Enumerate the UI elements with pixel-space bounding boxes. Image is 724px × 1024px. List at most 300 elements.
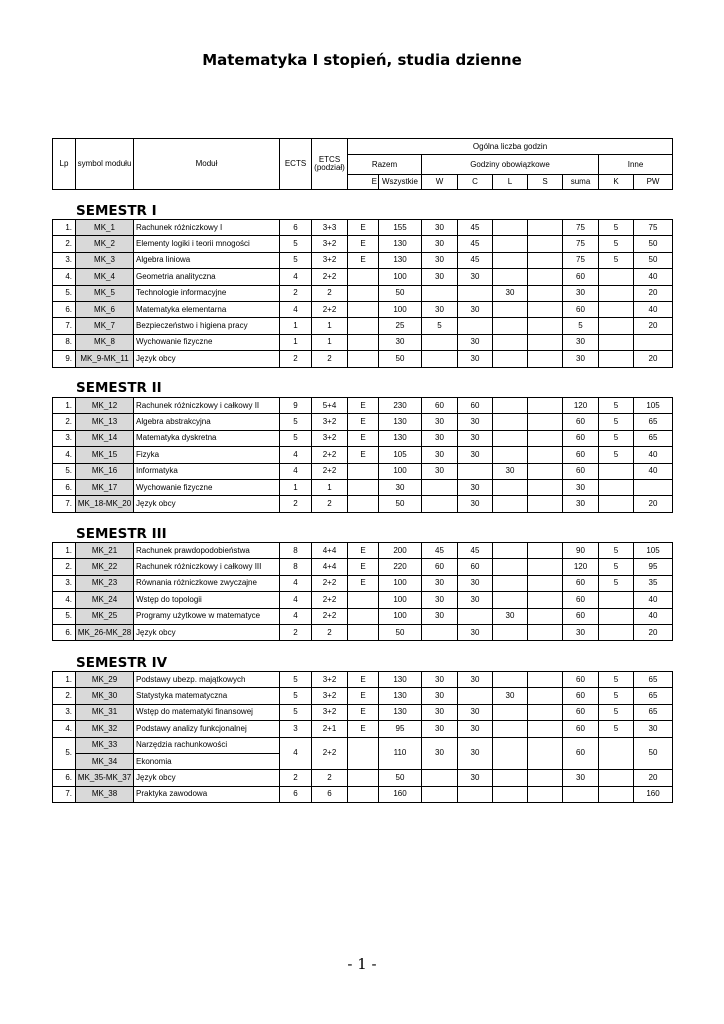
cell-c: 30 [458, 575, 493, 591]
table-row [53, 559, 673, 575]
cell-w: 30 [422, 236, 458, 252]
cell-c: 30 [458, 430, 493, 446]
cell-pw: 105 [634, 543, 673, 559]
cell-k [599, 285, 634, 301]
cell-s [528, 704, 563, 720]
cell-etcs: 5+4 [312, 398, 348, 414]
cell-wszystkie: 220 [379, 559, 422, 575]
cell-name: Algebra liniowa [134, 252, 280, 268]
cell-pw: 65 [634, 414, 673, 430]
cell-e [348, 301, 379, 317]
table-row [53, 786, 673, 802]
cell-pw: 40 [634, 269, 673, 285]
table-row [53, 285, 673, 301]
cell-l [493, 672, 528, 688]
cell-s [528, 543, 563, 559]
cell-ects: 4 [280, 301, 312, 317]
cell-name: Język obcy [134, 770, 280, 786]
cell-pw: 20 [634, 318, 673, 334]
cell-suma: 60 [563, 737, 599, 770]
cell-k: 5 [599, 721, 634, 737]
cell-symbol: MK_33 [76, 737, 134, 753]
cell-wszystkie: 200 [379, 543, 422, 559]
cell-symbol: MK_15 [76, 447, 134, 463]
cell-c: 30 [458, 351, 493, 367]
cell-ects: 5 [280, 252, 312, 268]
header-wszystkie: Wszystkie [379, 175, 422, 190]
cell-etcs: 2+2 [312, 269, 348, 285]
cell-pw: 65 [634, 704, 673, 720]
cell-wszystkie: 130 [379, 704, 422, 720]
cell-e: E [348, 398, 379, 414]
cell-w: 30 [422, 688, 458, 704]
cell-c [458, 786, 493, 802]
cell-ects: 2 [280, 351, 312, 367]
cell-e [348, 479, 379, 495]
cell-e [348, 269, 379, 285]
cell-wszystkie: 95 [379, 721, 422, 737]
cell-wszystkie: 100 [379, 608, 422, 624]
cell-w: 30 [422, 608, 458, 624]
cell-e [348, 624, 379, 640]
cell-s [528, 318, 563, 334]
cell-e [348, 463, 379, 479]
cell-name: Bezpieczeństwo i higiena pracy [134, 318, 280, 334]
cell-l [493, 624, 528, 640]
table-row [53, 479, 673, 495]
cell-etcs: 2+2 [312, 608, 348, 624]
cell-name: Wstęp do topologii [134, 592, 280, 608]
page-number: - 1 - [347, 955, 377, 973]
cell-etcs: 2 [312, 496, 348, 512]
cell-w [422, 786, 458, 802]
header-pw: PW [634, 175, 673, 190]
cell-c [458, 285, 493, 301]
cell-ects: 4 [280, 269, 312, 285]
cell-pw: 20 [634, 624, 673, 640]
cell-symbol: MK_14 [76, 430, 134, 446]
cell-l [493, 559, 528, 575]
cell-pw: 75 [634, 220, 673, 236]
cell-lp: 7. [53, 786, 76, 802]
cell-w: 45 [422, 543, 458, 559]
cell-pw: 40 [634, 463, 673, 479]
cell-name: Wychowanie fizyczne [134, 479, 280, 495]
semester-title: SEMESTR II [76, 380, 162, 396]
cell-suma: 30 [563, 334, 599, 350]
cell-w: 30 [422, 672, 458, 688]
cell-e: E [348, 236, 379, 252]
table-row [53, 269, 673, 285]
cell-pw: 50 [634, 236, 673, 252]
cell-c: 45 [458, 236, 493, 252]
cell-symbol: MK_23 [76, 575, 134, 591]
cell-l [493, 334, 528, 350]
cell-w: 30 [422, 463, 458, 479]
cell-wszystkie: 30 [379, 479, 422, 495]
cell-wszystkie: 100 [379, 575, 422, 591]
cell-suma: 60 [563, 269, 599, 285]
cell-l [493, 721, 528, 737]
cell-name: Fizyka [134, 447, 280, 463]
cell-c [458, 318, 493, 334]
cell-ects: 5 [280, 236, 312, 252]
cell-symbol: MK_21 [76, 543, 134, 559]
cell-pw: 95 [634, 559, 673, 575]
table-row [53, 318, 673, 334]
cell-lp: 6. [53, 479, 76, 495]
cell-pw: 65 [634, 688, 673, 704]
table-row [53, 688, 673, 704]
cell-name: Statystyka matematyczna [134, 688, 280, 704]
cell-pw: 40 [634, 608, 673, 624]
cell-k [599, 786, 634, 802]
cell-c: 30 [458, 496, 493, 512]
page-title: Matematyka I stopień, studia dzienne [202, 51, 522, 69]
cell-w: 30 [422, 447, 458, 463]
cell-k [599, 592, 634, 608]
cell-pw: 160 [634, 786, 673, 802]
table-row [53, 351, 673, 367]
cell-k [599, 496, 634, 512]
cell-ects: 4 [280, 575, 312, 591]
cell-w [422, 334, 458, 350]
cell-c: 60 [458, 398, 493, 414]
cell-symbol: MK_2 [76, 236, 134, 252]
header-c: C [458, 175, 493, 190]
cell-wszystkie: 100 [379, 301, 422, 317]
cell-s [528, 463, 563, 479]
cell-w: 30 [422, 252, 458, 268]
cell-lp: 6. [53, 624, 76, 640]
table-row [53, 334, 673, 350]
cell-symbol: MK_5 [76, 285, 134, 301]
cell-pw: 30 [634, 721, 673, 737]
cell-w: 30 [422, 721, 458, 737]
cell-e [348, 592, 379, 608]
cell-suma: 60 [563, 414, 599, 430]
cell-c: 45 [458, 220, 493, 236]
cell-wszystkie: 130 [379, 252, 422, 268]
table-row [53, 624, 673, 640]
cell-lp: 5. [53, 463, 76, 479]
cell-ects: 5 [280, 414, 312, 430]
cell-c [458, 463, 493, 479]
cell-wszystkie: 130 [379, 414, 422, 430]
cell-w: 30 [422, 575, 458, 591]
cell-lp: 4. [53, 721, 76, 737]
cell-l [493, 318, 528, 334]
header-ogolna: Ogólna liczba godzin [348, 139, 673, 155]
cell-symbol: MK_22 [76, 559, 134, 575]
cell-suma: 75 [563, 220, 599, 236]
cell-symbol: MK_7 [76, 318, 134, 334]
header-suma: suma [563, 175, 599, 190]
semester-title: SEMESTR III [76, 526, 167, 542]
cell-name: Elementy logiki i teorii mnogości [134, 236, 280, 252]
cell-pw [634, 334, 673, 350]
cell-l [493, 543, 528, 559]
cell-ects: 2 [280, 624, 312, 640]
cell-k: 5 [599, 236, 634, 252]
cell-s [528, 737, 563, 770]
cell-s [528, 688, 563, 704]
cell-w: 30 [422, 737, 458, 770]
cell-lp: 1. [53, 672, 76, 688]
cell-w: 5 [422, 318, 458, 334]
table-row [53, 672, 673, 688]
cell-lp: 1. [53, 220, 76, 236]
cell-k [599, 479, 634, 495]
cell-e: E [348, 559, 379, 575]
cell-c [458, 688, 493, 704]
cell-w [422, 770, 458, 786]
cell-c: 30 [458, 414, 493, 430]
cell-name: Algebra abstrakcyjna [134, 414, 280, 430]
cell-w: 30 [422, 704, 458, 720]
cell-etcs: 3+2 [312, 688, 348, 704]
cell-suma: 30 [563, 496, 599, 512]
cell-lp: 4. [53, 269, 76, 285]
cell-wszystkie: 230 [379, 398, 422, 414]
cell-lp: 3. [53, 575, 76, 591]
cell-l [493, 575, 528, 591]
cell-name: Geometria analityczna [134, 269, 280, 285]
cell-ects: 6 [280, 220, 312, 236]
cell-lp: 7. [53, 496, 76, 512]
cell-e: E [348, 688, 379, 704]
cell-suma: 60 [563, 721, 599, 737]
cell-l [493, 236, 528, 252]
cell-l [493, 220, 528, 236]
cell-wszystkie: 50 [379, 285, 422, 301]
cell-name: Matematyka dyskretna [134, 430, 280, 446]
cell-symbol: MK_38 [76, 786, 134, 802]
cell-name: Praktyka zawodowa [134, 786, 280, 802]
cell-k: 5 [599, 220, 634, 236]
cell-e: E [348, 704, 379, 720]
cell-c: 30 [458, 269, 493, 285]
cell-etcs: 6 [312, 786, 348, 802]
cell-w: 30 [422, 414, 458, 430]
cell-s [528, 592, 563, 608]
cell-symbol: MK_29 [76, 672, 134, 688]
cell-l [493, 770, 528, 786]
cell-s [528, 220, 563, 236]
cell-w: 30 [422, 430, 458, 446]
cell-suma: 30 [563, 479, 599, 495]
cell-l: 30 [493, 285, 528, 301]
cell-c: 30 [458, 672, 493, 688]
cell-etcs: 3+2 [312, 430, 348, 446]
cell-suma: 60 [563, 608, 599, 624]
cell-lp: 1. [53, 398, 76, 414]
cell-suma [563, 786, 599, 802]
cell-name: Programy użytkowe w matematyce [134, 608, 280, 624]
cell-w [422, 496, 458, 512]
cell-w: 30 [422, 220, 458, 236]
cell-ects: 8 [280, 543, 312, 559]
cell-name: Język obcy [134, 624, 280, 640]
table-row [53, 252, 673, 268]
cell-suma: 60 [563, 430, 599, 446]
cell-wszystkie: 100 [379, 269, 422, 285]
cell-etcs: 2+1 [312, 721, 348, 737]
cell-s [528, 559, 563, 575]
cell-s [528, 351, 563, 367]
semester-title: SEMESTR IV [76, 655, 168, 671]
cell-ects: 5 [280, 688, 312, 704]
cell-ects: 1 [280, 318, 312, 334]
semester-table [52, 397, 673, 513]
cell-k [599, 318, 634, 334]
cell-suma: 60 [563, 688, 599, 704]
cell-wszystkie: 130 [379, 688, 422, 704]
cell-etcs: 3+3 [312, 220, 348, 236]
table-row [53, 463, 673, 479]
cell-wszystkie: 50 [379, 351, 422, 367]
header-godziny: Godziny obowiązkowe [422, 155, 599, 175]
cell-c: 30 [458, 737, 493, 770]
header-s: S [528, 175, 563, 190]
cell-wszystkie: 160 [379, 786, 422, 802]
cell-suma: 60 [563, 704, 599, 720]
cell-lp: 3. [53, 430, 76, 446]
cell-etcs: 1 [312, 479, 348, 495]
cell-e: E [348, 672, 379, 688]
cell-wszystkie: 130 [379, 672, 422, 688]
cell-k: 5 [599, 398, 634, 414]
table-row [53, 608, 673, 624]
cell-c: 45 [458, 543, 493, 559]
table-row [53, 737, 673, 753]
cell-s [528, 252, 563, 268]
cell-w: 30 [422, 269, 458, 285]
cell-name: Podstawy analizy funkcjonalnej [134, 721, 280, 737]
cell-name: Informatyka [134, 463, 280, 479]
cell-symbol: MK_32 [76, 721, 134, 737]
cell-s [528, 447, 563, 463]
cell-ects: 4 [280, 447, 312, 463]
cell-suma: 30 [563, 351, 599, 367]
cell-ects: 3 [280, 721, 312, 737]
cell-name: Rachunek prawdopodobieństwa [134, 543, 280, 559]
cell-e [348, 608, 379, 624]
cell-etcs: 2+2 [312, 737, 348, 770]
cell-w [422, 479, 458, 495]
cell-name: Ekonomia [134, 753, 280, 769]
cell-w [422, 285, 458, 301]
cell-lp: 2. [53, 559, 76, 575]
cell-pw: 35 [634, 575, 673, 591]
table-row [53, 220, 673, 236]
cell-suma: 60 [563, 575, 599, 591]
header-etcs: ETCS (podział) [312, 139, 348, 190]
cell-wszystkie: 100 [379, 592, 422, 608]
table-row [53, 430, 673, 446]
table-row [53, 496, 673, 512]
cell-lp: 1. [53, 543, 76, 559]
cell-e: E [348, 543, 379, 559]
cell-ects: 5 [280, 430, 312, 446]
cell-symbol: MK_30 [76, 688, 134, 704]
cell-suma: 30 [563, 624, 599, 640]
cell-name: Podstawy ubezp. majątkowych [134, 672, 280, 688]
header-ects: ECTS [280, 139, 312, 190]
header-inne: Inne [599, 155, 673, 175]
cell-wszystkie: 100 [379, 463, 422, 479]
cell-suma: 30 [563, 770, 599, 786]
cell-wszystkie: 50 [379, 624, 422, 640]
cell-etcs: 4+4 [312, 543, 348, 559]
header-lp: Lp [53, 139, 76, 190]
cell-suma: 75 [563, 236, 599, 252]
cell-pw: 40 [634, 447, 673, 463]
cell-e: E [348, 575, 379, 591]
cell-k [599, 608, 634, 624]
cell-wszystkie: 155 [379, 220, 422, 236]
table-row [53, 721, 673, 737]
cell-pw: 65 [634, 430, 673, 446]
cell-s [528, 770, 563, 786]
cell-name: Rachunek różniczkowy i całkowy II [134, 398, 280, 414]
cell-name: Narzędzia rachunkowości [134, 737, 280, 753]
header-e: E [348, 175, 379, 190]
cell-s [528, 479, 563, 495]
cell-ects: 4 [280, 592, 312, 608]
cell-l [493, 430, 528, 446]
semester-title: SEMESTR I [76, 203, 157, 219]
cell-ects: 2 [280, 285, 312, 301]
cell-etcs: 2 [312, 624, 348, 640]
cell-l [493, 496, 528, 512]
cell-suma: 120 [563, 398, 599, 414]
cell-name: Matematyka elementarna [134, 301, 280, 317]
cell-c: 45 [458, 252, 493, 268]
cell-s [528, 269, 563, 285]
cell-l: 30 [493, 688, 528, 704]
cell-k: 5 [599, 414, 634, 430]
cell-e: E [348, 721, 379, 737]
cell-suma: 120 [563, 559, 599, 575]
cell-etcs: 2 [312, 770, 348, 786]
cell-l: 30 [493, 463, 528, 479]
table-row [53, 414, 673, 430]
semester-table [52, 671, 673, 803]
cell-s [528, 672, 563, 688]
table-row [53, 543, 673, 559]
table-row [53, 770, 673, 786]
cell-lp: 3. [53, 704, 76, 720]
table-row [53, 236, 673, 252]
cell-lp: 4. [53, 592, 76, 608]
cell-symbol: MK_1 [76, 220, 134, 236]
cell-e [348, 770, 379, 786]
cell-ects: 1 [280, 479, 312, 495]
cell-k [599, 463, 634, 479]
cell-l [493, 479, 528, 495]
cell-l [493, 351, 528, 367]
cell-pw: 20 [634, 285, 673, 301]
cell-name: Wstęp do matematyki finansowej [134, 704, 280, 720]
cell-suma: 75 [563, 252, 599, 268]
cell-lp: 9. [53, 351, 76, 367]
cell-suma: 5 [563, 318, 599, 334]
cell-lp: 6. [53, 301, 76, 317]
cell-etcs: 2+2 [312, 575, 348, 591]
cell-w [422, 624, 458, 640]
cell-etcs: 2+2 [312, 463, 348, 479]
